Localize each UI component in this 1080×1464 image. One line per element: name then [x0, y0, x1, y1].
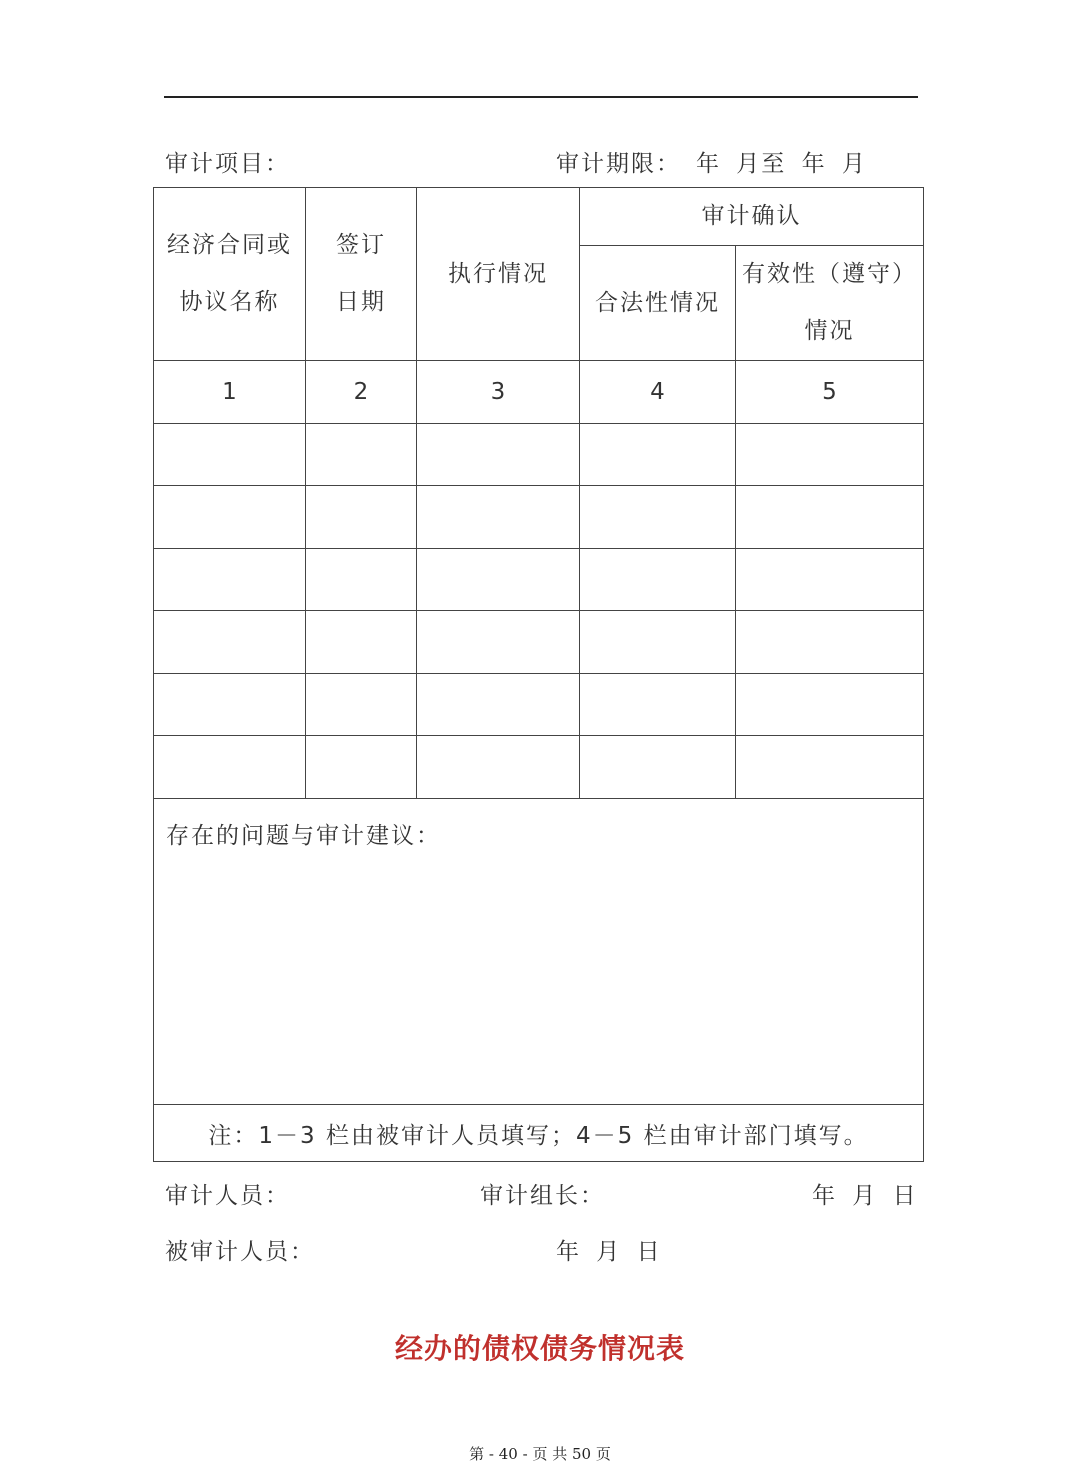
table-cell[interactable] [417, 549, 580, 611]
table-cell[interactable] [154, 736, 306, 799]
signature-date: 年 月 日 [812, 1183, 918, 1209]
audit-period-label: 审计期限： [556, 151, 681, 177]
table-cell[interactable] [417, 424, 580, 486]
table-cell[interactable] [580, 611, 736, 674]
header-legality-text: 合法性情况 [595, 289, 720, 316]
column-number: 4 [580, 361, 736, 424]
audit-period-value: 年 月至 年 月 [696, 151, 867, 177]
header-contract-name-line2: 协议名称 [179, 289, 280, 315]
table-cell[interactable] [154, 611, 306, 674]
page-footer: 第 - 40 - 页 共 50 页 [469, 1445, 611, 1463]
table-cell[interactable] [154, 674, 306, 736]
table-cell[interactable] [306, 486, 417, 549]
header-execution [417, 188, 580, 361]
column-number: 1 [154, 361, 306, 424]
next-section-title: 经办的债权债务情况表 [394, 1332, 685, 1365]
auditee-date: 年 月 日 [556, 1239, 662, 1265]
table-cell[interactable] [736, 674, 924, 736]
auditee-label: 被审计人员： [165, 1239, 315, 1265]
issues-and-suggestions-label: 存在的问题与审计建议： [166, 823, 441, 849]
fill-note: 注：1－3 栏由被审计人员填写；4－5 栏由审计部门填写。 [154, 1105, 924, 1162]
table-row [154, 674, 924, 736]
table-cell[interactable] [580, 736, 736, 799]
table-cell[interactable] [580, 674, 736, 736]
header-execution-text: 执行情况 [448, 260, 548, 287]
header-contract-name-line1: 经济合同或 [167, 232, 292, 258]
table-cell[interactable] [306, 736, 417, 799]
header-validity-line1: 有效性（遵守） [742, 261, 917, 287]
team-leader-label: 审计组长： [480, 1183, 605, 1209]
table-cell[interactable] [736, 486, 924, 549]
header-audit-confirm-text: 审计确认 [701, 203, 802, 229]
header-sign-date [306, 188, 417, 361]
table-cell[interactable] [306, 424, 417, 486]
auditor-label: 审计人员： [165, 1183, 290, 1209]
header-legality [580, 246, 736, 361]
column-number: 3 [417, 361, 580, 424]
header-validity [736, 246, 924, 361]
table-cell[interactable] [736, 549, 924, 611]
column-number: 5 [736, 361, 924, 424]
table-row [154, 424, 924, 486]
table-cell[interactable] [417, 486, 580, 549]
table-cell[interactable] [736, 611, 924, 674]
table-cell[interactable] [154, 424, 306, 486]
table-cell[interactable] [580, 549, 736, 611]
column-number: 2 [306, 361, 417, 424]
table-cell[interactable] [417, 611, 580, 674]
contract-audit-table [153, 187, 924, 1162]
table-cell[interactable] [417, 736, 580, 799]
table-row [154, 736, 924, 799]
table-cell[interactable] [580, 486, 736, 549]
table-row [154, 549, 924, 611]
table-row [154, 486, 924, 549]
header-sign-date-line1: 签订 [336, 232, 386, 258]
table-cell[interactable] [306, 674, 417, 736]
table-cell[interactable] [154, 486, 306, 549]
table-cell[interactable] [736, 736, 924, 799]
header-audit-confirm [580, 188, 924, 246]
table-cell[interactable] [417, 674, 580, 736]
table-cell[interactable] [306, 549, 417, 611]
table-cell[interactable] [580, 424, 736, 486]
issues-and-suggestions-field[interactable] [154, 799, 924, 1105]
header-validity-line2: 情况 [804, 318, 855, 344]
top-rule [164, 96, 918, 98]
audit-project-label: 审计项目： [165, 151, 290, 177]
table-row [154, 611, 924, 674]
header-sign-date-line2: 日期 [336, 289, 386, 315]
table-cell[interactable] [154, 549, 306, 611]
header-contract-name [154, 188, 306, 361]
table-cell[interactable] [736, 424, 924, 486]
table-cell[interactable] [306, 611, 417, 674]
